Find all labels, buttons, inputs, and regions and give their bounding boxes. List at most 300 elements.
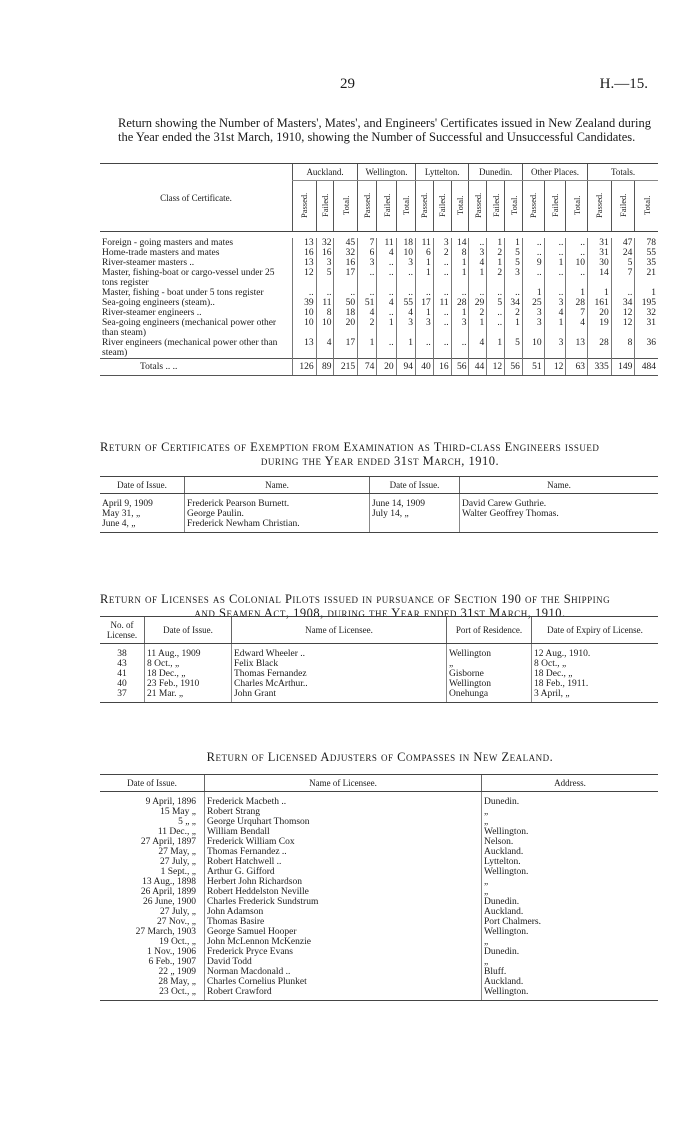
count-cell: 28 (451, 298, 469, 308)
count-cell: 2 (505, 308, 523, 318)
count-cell: .. (566, 248, 588, 258)
licensee-name: David Todd (205, 957, 482, 967)
count-cell: .. (611, 288, 635, 298)
subheader-cell (522, 181, 544, 232)
issue-date: July 14, „ (370, 509, 460, 519)
count-cell: 13 (293, 338, 317, 359)
license-number: 38 (117, 649, 127, 659)
subheader-label: Total. (641, 195, 652, 215)
place-header: Other Places. (522, 164, 587, 181)
count-cell: 3 (433, 238, 451, 248)
count-cell: 195 (635, 298, 658, 308)
count-cell: .. (377, 288, 396, 298)
table-row (100, 268, 658, 288)
issue-date: 27 April, 1897 (140, 837, 196, 847)
port-of-residence: „ (447, 659, 532, 669)
count-cell: .. (377, 308, 396, 318)
count-cell: 1 (358, 338, 377, 359)
count-cell: 13 (293, 238, 317, 248)
license-number: 37 (100, 689, 145, 703)
count-cell: 10 (293, 308, 317, 318)
licensee-name: John McLennon McKenzie (205, 937, 482, 947)
expiry-date: 12 Aug., 1910. (532, 644, 659, 660)
col-date-issue: Date of Issue. (100, 477, 185, 494)
table-row (100, 644, 658, 660)
count-cell: 18 (396, 238, 415, 248)
count-cell: 8 (611, 338, 635, 359)
count-cell: .. (487, 288, 505, 298)
table-row (100, 877, 658, 887)
count-cell: 1 (522, 288, 544, 298)
adjusters-table (100, 774, 658, 1001)
count-cell: .. (415, 338, 433, 359)
count-cell: 14 (451, 238, 469, 248)
subheader-cell (358, 181, 377, 232)
table-row (100, 947, 658, 957)
certificate-class: River-steamer engineers .. (102, 308, 202, 318)
total-cell: 40 (415, 359, 433, 376)
count-cell: 14 (588, 268, 612, 288)
address: Dunedin. (482, 792, 659, 808)
count-cell: 3 (451, 318, 469, 338)
certificate-class: Home-trade masters and mates (102, 248, 220, 258)
table-row (100, 807, 658, 817)
count-cell: 5 (611, 258, 635, 268)
issue-date: 13 Aug., 1898 (142, 877, 196, 887)
subheader-cell (316, 181, 334, 232)
col-expiry: Date of Expiry of License. (532, 617, 659, 644)
count-cell: 2 (469, 308, 487, 318)
count-cell: .. (334, 288, 358, 298)
count-cell: 1 (505, 238, 523, 248)
issue-date: 1 Sept., „ (160, 867, 196, 877)
certificate-class: Foreign - going masters and mates (102, 238, 234, 248)
place-header: Lyttelton. (415, 164, 468, 181)
table-row (100, 927, 658, 937)
count-cell: 16 (334, 258, 358, 268)
count-cell: .. (433, 338, 451, 359)
total-cell: 56 (451, 359, 469, 376)
certificate-class: Master, fishing-boat or cargo-vessel under 25 tons register (102, 268, 275, 288)
count-cell: 1 (415, 308, 433, 318)
issue-date: 11 Aug., 1909 (145, 644, 232, 660)
licensee-name: Robert Strang (205, 807, 482, 817)
total-cell: 20 (377, 359, 396, 376)
pilots-caption-line2: and Seamen Act, 1908, during the Year ended 31st March, 1910. (194, 606, 566, 620)
count-cell: 35 (635, 258, 658, 268)
col-name-2: Name. (460, 477, 659, 494)
address: Auckland. (482, 847, 659, 857)
count-cell: 1 (469, 268, 487, 288)
count-cell: 7 (611, 268, 635, 288)
total-cell: 149 (611, 359, 635, 376)
page-header (0, 76, 700, 96)
count-cell: .. (377, 258, 396, 268)
page-number: 29 (340, 76, 355, 92)
total-cell: 94 (396, 359, 415, 376)
count-cell: .. (544, 268, 566, 288)
count-cell: 10 (566, 258, 588, 268)
count-cell: 34 (611, 298, 635, 308)
issue-date: 1 Nov., 1906 (147, 947, 196, 957)
licensee-name: Frederick Pryce Evans (205, 947, 482, 957)
total-cell: 484 (635, 359, 658, 376)
count-cell: 20 (334, 318, 358, 338)
licensee-name: Herbert John Richardson (205, 877, 482, 887)
count-cell: 4 (396, 308, 415, 318)
count-cell: 11 (316, 298, 334, 308)
licensee-name: Felix Black (232, 659, 447, 669)
address: Wellington. (482, 867, 659, 877)
table-row (100, 907, 658, 917)
count-cell: .. (544, 248, 566, 258)
address: Auckland. (482, 977, 659, 987)
count-cell: 28 (566, 298, 588, 308)
count-cell: 3 (358, 258, 377, 268)
total-cell: 56 (505, 359, 523, 376)
count-cell: 10 (396, 248, 415, 258)
count-cell: 50 (334, 298, 358, 308)
licensee-name: Norman Macdonald .. (205, 967, 482, 977)
count-cell: 1 (635, 288, 658, 298)
count-cell: 1 (469, 318, 487, 338)
total-cell: 335 (588, 359, 612, 376)
col-date-issue: Date of Issue. (100, 775, 205, 792)
table-row (100, 338, 658, 359)
place-header: Totals. (588, 164, 658, 181)
count-cell: .. (433, 288, 451, 298)
totals-label: Totals .. .. (100, 359, 293, 376)
table-row (100, 847, 658, 857)
adjusters-caption: Return of Licensed Adjusters of Compasses in New Zealand. (206, 750, 554, 764)
issue-date: 19 Oct., „ (159, 937, 196, 947)
subheader-cell (415, 181, 433, 232)
issue-date: 26 June, 1900 (142, 897, 196, 907)
table-row (100, 238, 658, 248)
count-cell: .. (396, 288, 415, 298)
count-cell: 31 (588, 238, 612, 248)
issue-date: April 9, 1909 (102, 499, 153, 509)
count-cell: .. (469, 288, 487, 298)
count-cell: 29 (469, 298, 487, 308)
subheader-cell (396, 181, 415, 232)
expiry-date: 3 April, „ (532, 689, 659, 703)
count-cell: 3 (396, 258, 415, 268)
count-cell: 3 (522, 308, 544, 318)
address: Port Chalmers. (482, 917, 659, 927)
count-cell: .. (487, 318, 505, 338)
count-cell: 7 (566, 308, 588, 318)
licensee-name: Frederick William Cox (205, 837, 482, 847)
count-cell: .. (377, 338, 396, 359)
masters-certificates-table (100, 163, 658, 376)
count-cell: 6 (358, 248, 377, 258)
licensee-name: Robert Crawford (205, 987, 482, 1001)
count-cell: 36 (635, 338, 658, 359)
subheader-cell (566, 181, 588, 232)
exemptions-caption-line1: Return of Certificates of Exemption from Examination as Third-class Engineers issued (100, 440, 600, 454)
count-cell: 7 (358, 238, 377, 248)
table-row (100, 689, 658, 703)
table-row (100, 258, 658, 268)
license-number: 43 (117, 659, 127, 669)
table-row (100, 887, 658, 897)
totals-row (100, 359, 658, 376)
count-cell: 39 (293, 298, 317, 308)
issue-date: 27 Nov., „ (157, 917, 196, 927)
expiry-date: 18 Feb., 1911. (532, 679, 659, 689)
count-cell: 1 (451, 268, 469, 288)
document-reference: H.—15. (599, 76, 648, 92)
license-number: 41 (117, 669, 127, 679)
place-header: Dunedin. (469, 164, 522, 181)
pilots-table (100, 616, 658, 703)
address: Nelson. (482, 837, 659, 847)
count-cell: .. (293, 288, 317, 298)
table-row (100, 967, 658, 977)
total-cell: 44 (469, 359, 487, 376)
count-cell: 32 (316, 238, 334, 248)
class-of-certificate-header: Class of Certificate. (100, 164, 293, 232)
subheader-cell (544, 181, 566, 232)
subheader-label: Failed. (549, 193, 560, 217)
address: „ (482, 817, 659, 827)
count-cell: 16 (293, 248, 317, 258)
table-row (100, 897, 658, 907)
count-cell: 1 (487, 338, 505, 359)
licensee-name: Thomas Fernandez (232, 669, 447, 679)
licensee-name: George Samuel Hooper (205, 927, 482, 937)
place-header: Wellington. (358, 164, 416, 181)
table-row (100, 288, 658, 298)
count-cell: 10 (316, 318, 334, 338)
licensee-name: Charles McArthur.. (232, 679, 447, 689)
count-cell: .. (451, 288, 469, 298)
count-cell: 4 (316, 338, 334, 359)
count-cell: 1 (487, 238, 505, 248)
subheader-cell (433, 181, 451, 232)
count-cell: .. (505, 288, 523, 298)
licensee-name: John Grant (232, 689, 447, 703)
table-row (100, 659, 658, 669)
subheader-label: Passed. (299, 192, 310, 218)
subheader-label: Failed. (618, 193, 629, 217)
count-cell: 1 (451, 258, 469, 268)
licensee-name: William Bendall (205, 827, 482, 837)
count-cell: 11 (415, 238, 433, 248)
count-cell: 17 (334, 338, 358, 359)
port-of-residence: Wellington (447, 644, 532, 660)
count-cell: .. (415, 288, 433, 298)
count-cell: .. (522, 248, 544, 258)
count-cell: 1 (415, 268, 433, 288)
address: „ (482, 957, 659, 967)
count-cell: 10 (293, 318, 317, 338)
subheader-cell (611, 181, 635, 232)
subheader-cell (469, 181, 487, 232)
total-cell: 126 (293, 359, 317, 376)
expiry-date: 8 Oct., „ (532, 659, 659, 669)
count-cell: 2 (358, 318, 377, 338)
exemptions-table (100, 476, 658, 533)
count-cell: 11 (377, 238, 396, 248)
count-cell: 32 (635, 308, 658, 318)
col-license-no: No. of License. (100, 617, 145, 644)
issue-date: 6 Feb., 1907 (148, 957, 196, 967)
table-row (100, 977, 658, 987)
total-cell: 16 (433, 359, 451, 376)
table-row (100, 987, 658, 1001)
count-cell: 47 (611, 238, 635, 248)
count-cell: 12 (611, 308, 635, 318)
address: „ (482, 887, 659, 897)
issue-date: 27 July, „ (159, 907, 196, 917)
holder-name: George Paulin. (185, 509, 370, 519)
licensee-name: John Adamson (205, 907, 482, 917)
count-cell: 1 (588, 288, 612, 298)
issue-date: 5 „ „ (178, 817, 196, 827)
address: „ (482, 937, 659, 947)
count-cell: 4 (566, 318, 588, 338)
licensee-name: Thomas Basire (205, 917, 482, 927)
count-cell: .. (544, 238, 566, 248)
count-cell: 24 (611, 248, 635, 258)
count-cell: 1 (566, 288, 588, 298)
count-cell: 11 (433, 298, 451, 308)
port-of-residence: Wellington (447, 679, 532, 689)
col-port: Port of Residence. (447, 617, 532, 644)
issue-date: 9 April, 1896 (145, 797, 196, 807)
issue-date: 8 Oct., „ (145, 659, 232, 669)
address: Bluff. (482, 967, 659, 977)
address: Wellington. (482, 827, 659, 837)
count-cell: 1 (544, 318, 566, 338)
count-cell: 45 (334, 238, 358, 248)
licensee-name: Thomas Fernandez .. (205, 847, 482, 857)
count-cell: 3 (544, 338, 566, 359)
license-number: 40 (117, 679, 127, 689)
subheader-label: Failed. (490, 193, 501, 217)
issue-date: 28 May, „ (158, 977, 196, 987)
count-cell: 4 (469, 338, 487, 359)
count-cell: 31 (635, 318, 658, 338)
subheader-label: Total. (455, 195, 466, 215)
port-of-residence: Onehunga (447, 689, 532, 703)
issue-date: 21 Mar. „ (145, 689, 232, 703)
table-row (100, 509, 658, 519)
count-cell: 5 (505, 338, 523, 359)
total-cell: 215 (334, 359, 358, 376)
count-cell: .. (358, 288, 377, 298)
issue-date: 27 May, „ (158, 847, 196, 857)
count-cell: 31 (588, 248, 612, 258)
count-cell: 3 (316, 258, 334, 268)
subheader-label: Failed. (381, 193, 392, 217)
count-cell: 12 (611, 318, 635, 338)
address: Dunedin. (482, 897, 659, 907)
issue-date: 23 Feb., 1910 (145, 679, 232, 689)
exemptions-caption (100, 440, 660, 468)
licensee-name: Charles Frederick Sundstrum (205, 897, 482, 907)
issue-date (370, 519, 460, 533)
count-cell: 1 (396, 338, 415, 359)
count-cell: .. (522, 238, 544, 248)
count-cell: .. (396, 268, 415, 288)
address: Auckland. (482, 907, 659, 917)
subheader-label: Total. (508, 195, 519, 215)
count-cell: 30 (588, 258, 612, 268)
count-cell: 32 (334, 248, 358, 258)
port-of-residence: Gisborne (447, 669, 532, 679)
subheader-cell (505, 181, 523, 232)
subheader-label: Passed. (419, 192, 430, 218)
licensee-name: George Urquhart Thomson (205, 817, 482, 827)
subheader-label: Passed. (528, 192, 539, 218)
exemptions-caption-line2: during the Year ended 31st March, 1910. (260, 454, 500, 468)
subheader-cell (635, 181, 658, 232)
subheader-cell (334, 181, 358, 232)
table-row (100, 298, 658, 308)
table-row (100, 679, 658, 689)
count-cell: 6 (415, 248, 433, 258)
total-cell: 63 (566, 359, 588, 376)
count-cell: .. (451, 338, 469, 359)
licensee-name: Arthur G. Gifford (205, 867, 482, 877)
address: Dunedin. (482, 947, 659, 957)
total-cell: 51 (522, 359, 544, 376)
table-row (100, 957, 658, 967)
table-row (100, 519, 658, 533)
count-cell: 4 (377, 298, 396, 308)
licensee-name: Robert Heddelston Neville (205, 887, 482, 897)
count-cell: 1 (415, 258, 433, 268)
count-cell: 8 (316, 308, 334, 318)
count-cell: 17 (415, 298, 433, 308)
col-address: Address. (482, 775, 659, 792)
subheader-cell (588, 181, 612, 232)
count-cell: 12 (293, 268, 317, 288)
issue-date: 23 Oct., „ (100, 987, 205, 1001)
count-cell: 10 (522, 338, 544, 359)
issue-date: 27 July, „ (159, 857, 196, 867)
address: Lyttelton. (482, 857, 659, 867)
count-cell: 18 (334, 308, 358, 318)
holder-name: Frederick Pearson Burnett. (185, 494, 370, 510)
table-row (100, 308, 658, 318)
pilots-caption-line1: Return of Licenses as Colonial Pilots issued in pursuance of Section 190 of the Shipping (100, 592, 611, 606)
subheader-label: Failed. (437, 193, 448, 217)
issue-date: May 31, „ (102, 509, 141, 519)
certificate-class: Sea-going engineers (steam).. (102, 298, 215, 308)
count-cell: 1 (377, 318, 396, 338)
address: „ (482, 807, 659, 817)
col-date-issue: Date of Issue. (145, 617, 232, 644)
count-cell: 16 (316, 248, 334, 258)
subheader-label: Failed. (320, 193, 331, 217)
count-cell: .. (377, 268, 396, 288)
count-cell: .. (469, 238, 487, 248)
count-cell: .. (566, 238, 588, 248)
col-name: Name. (185, 477, 370, 494)
count-cell: 4 (469, 258, 487, 268)
table-row (100, 827, 658, 837)
total-cell: 89 (316, 359, 334, 376)
issue-date: 27 March, 1903 (135, 927, 196, 937)
count-cell: 3 (415, 318, 433, 338)
count-cell: 5 (487, 298, 505, 308)
count-cell: 3 (522, 318, 544, 338)
count-cell: .. (358, 268, 377, 288)
